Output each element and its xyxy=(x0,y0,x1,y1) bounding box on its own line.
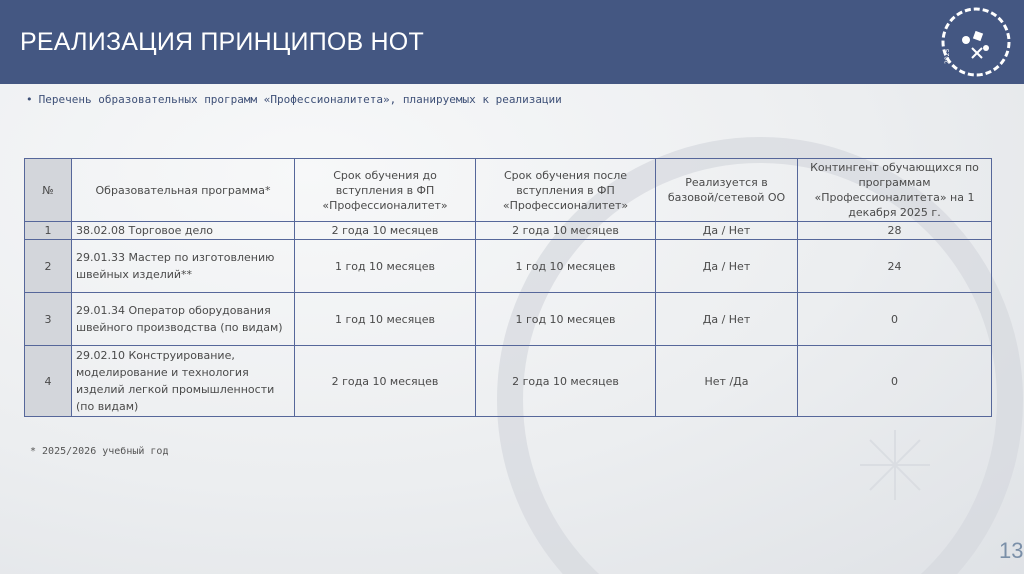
table-header-row xyxy=(25,159,992,222)
row-number: 3 xyxy=(25,293,72,346)
footnote: * 2025/2026 учебный год xyxy=(30,446,169,457)
row-term-before: 1 год 10 месяцев xyxy=(295,293,476,346)
header-number: № xyxy=(25,159,72,222)
row-program: 29.02.10 Конструирование, моделирование и технология изделий легкой промышленности (по видам) xyxy=(72,346,295,417)
professionalitet-logo-icon xyxy=(936,2,1016,82)
row-program: 38.02.08 Торговое дело xyxy=(72,222,295,240)
header-term-after: Срок обучения после вступления в ФП «Профессионалитет» xyxy=(476,159,656,222)
row-term-before: 2 года 10 месяцев xyxy=(295,346,476,417)
slide-header xyxy=(0,0,1024,84)
row-term-before: 1 год 10 месяцев xyxy=(295,240,476,293)
header-students-count: Контингент обучающихся по программам «Профессионалитета» на 1 декабря 2025 г. xyxy=(798,159,992,222)
bullet-dot: • xyxy=(26,93,33,106)
intro-text: Перечень образовательных программ «Профессионалитета», планируемых к реализации xyxy=(38,93,562,106)
row-students-count: 0 xyxy=(798,346,992,417)
row-organization: Да / Нет xyxy=(656,222,798,240)
table-row xyxy=(25,293,992,346)
row-number: 1 xyxy=(25,222,72,240)
header-term-before: Срок обучения до вступления в ФП «Профессионалитет» xyxy=(295,159,476,222)
row-term-after: 1 год 10 месяцев xyxy=(476,293,656,346)
row-term-after: 1 год 10 месяцев xyxy=(476,240,656,293)
table-row xyxy=(25,346,992,417)
row-term-after: 2 года 10 месяцев xyxy=(476,222,656,240)
row-number: 4 xyxy=(25,346,72,417)
header-program: Образовательная программа* xyxy=(72,159,295,222)
table-row xyxy=(25,222,992,240)
row-program: 29.01.33 Мастер по изготовлению швейных изделий** xyxy=(72,240,295,293)
row-organization: Да / Нет xyxy=(656,240,798,293)
slide-title: РЕАЛИЗАЦИЯ ПРИНЦИПОВ НОТ xyxy=(20,28,424,56)
row-students-count: 28 xyxy=(798,222,992,240)
row-organization: Да / Нет xyxy=(656,293,798,346)
row-students-count: 24 xyxy=(798,240,992,293)
programs-table xyxy=(24,158,992,417)
row-term-after: 2 года 10 месяцев xyxy=(476,346,656,417)
logo-year: 2025 xyxy=(944,48,951,64)
row-number: 2 xyxy=(25,240,72,293)
row-students-count: 0 xyxy=(798,293,992,346)
header-organization: Реализуется в базовой/сетевой ОО xyxy=(656,159,798,222)
intro-bullet xyxy=(26,93,562,106)
row-organization: Нет /Да xyxy=(656,346,798,417)
row-term-before: 2 года 10 месяцев xyxy=(295,222,476,240)
row-program: 29.01.34 Оператор оборудования швейного производства (по видам) xyxy=(72,293,295,346)
page-number: 13 xyxy=(999,538,1024,563)
table-row xyxy=(25,240,992,293)
